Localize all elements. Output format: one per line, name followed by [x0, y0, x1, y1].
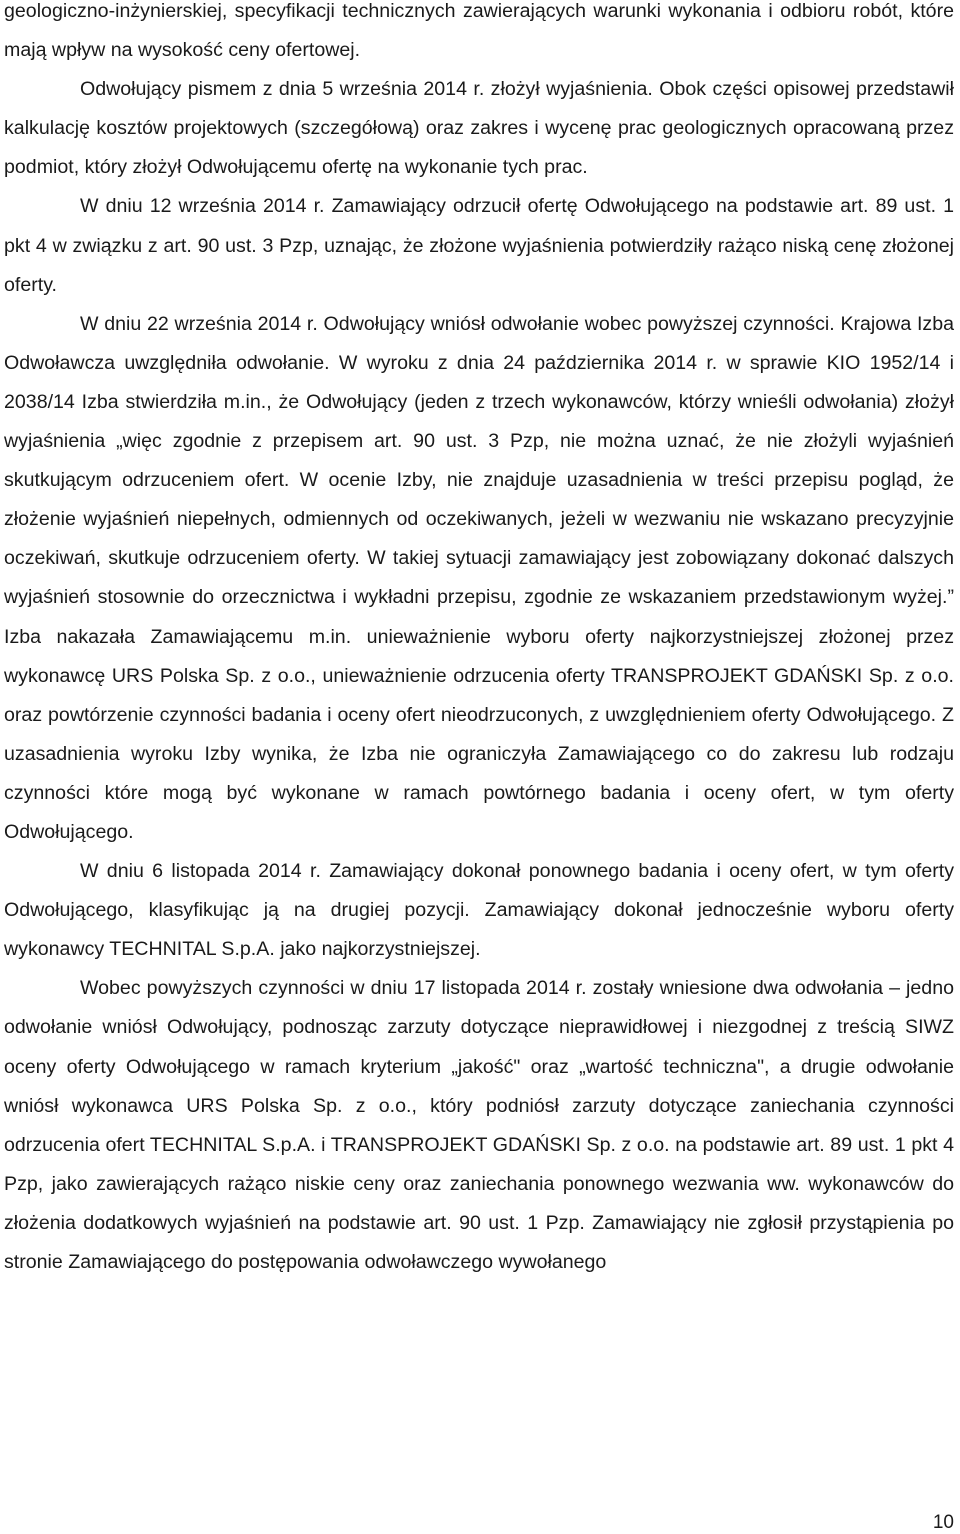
page-number: 10	[932, 1512, 954, 1533]
paragraph: W dniu 6 listopada 2014 r. Zamawiający dokonał ponownego badania i oceny ofert, w tym oferty Odwołującego, klasyfikując ją na drugiej pozycji. Zamawiający dokonał jednocześnie wyboru oferty wykonawcy TECHNITAL S.p.A. jako najkorzystniejszej.	[4, 860, 954, 961]
paragraph: Wobec powyższych czynności w dniu 17 listopada 2014 r. zostały wniesione dwa odwołania – jedno odwołanie wniósł Odwołujący, podnosząc zarzuty dotyczące nieprawidłowej i niezgodnej z treścią SIWZ oceny oferty Odwołującego w ramach kryterium „jakość" oraz „wartość techniczna", a drugie odwołanie wniósł wykonawca URS Polska Sp. z o.o., który podniósł zarzuty dotyczące zaniechania czynności odrzucenia ofert TECHNITAL S.p.A. i TRANSPROJEKT GDAŃSKI Sp. z o.o. na podstawie art. 89 ust. 1 pkt 4 Pzp, jako zawierających rażąco niskie ceny oraz zaniechania ponownego wezwania ww. wykonawców do złożenia dodatkowych wyjaśnień na podstawie art. 90 ust. 1 Pzp. Zamawiający nie zgłosił przystąpienia po stronie Zamawiającego do postępowania odwoławczego wywołanego	[4, 977, 954, 1273]
document-body	[4, 0, 954, 1282]
paragraph: Odwołujący pismem z dnia 5 września 2014 r. złożył wyjaśnienia. Obok części opisowej przedstawił kalkulację kosztów projektowych (szczegółową) oraz zakres i wycenę prac geologicznych opracowaną przez podmiot, który złożył Odwołującemu ofertę na wykonanie tych prac.	[4, 78, 954, 179]
paragraph: W dniu 12 września 2014 r. Zamawiający odrzucił ofertę Odwołującego na podstawie art. 89 ust. 1 pkt 4 w związku z art. 90 ust. 3 Pzp, uznając, że złożone wyjaśnienia potwierdziły rażąco niską cenę złożonej oferty.	[4, 195, 954, 296]
paragraph: W dniu 22 września 2014 r. Odwołujący wniósł odwołanie wobec powyższej czynności. Krajowa Izba Odwoławcza uwzględniła odwołanie. W wyroku z dnia 24 października 2014 r. w sprawie KIO 1952/14 i 2038/14 Izba stwierdziła m.in., że Odwołujący (jeden z trzech wykonawców, którzy wnieśli odwołania) złożył wyjaśnienia „więc zgodnie z przepisem art. 90 ust. 3 Pzp, nie można uznać, że nie złożyli wyjaśnień skutkującym odrzuceniem ofert. W ocenie Izby, nie znajduje uzasadnienia w treści przepisu pogląd, że złożenie wyjaśnień niepełnych, odmiennych od oczekiwanych, jeżeli w wezwaniu nie wskazano precyzyjnie oczekiwań, skutkuje odrzuceniem oferty. W takiej sytuacji zamawiający jest zobowiązany dokonać dalszych wyjaśnień stosownie do orzecznictwa i wykładni przepisu, zgodnie ze wskazaniem przedstawionym wyżej.” Izba nakazała Zamawiającemu m.in. unieważnienie wyboru oferty najkorzystniejszej złożonej przez wykonawcę URS Polska Sp. z o.o., unieważnienie odrzucenia oferty TRANSPROJEKT GDAŃSKI Sp. z o.o. oraz powtórzenie czynności badania i oceny ofert nieodrzuconych, z uwzględnieniem oferty Odwołującego. Z uzasadnienia wyroku Izby wynika, że Izba nie ograniczyła Zamawiającego co do zakresu lub rodzaju czynności które mogą być wykonane w ramach powtórnego badania i oceny ofert, w tym oferty Odwołującego.	[4, 312, 954, 843]
paragraph: geologiczno-inżynierskiej, specyfikacji technicznych zawierających warunki wykonania i odbioru robót, które mają wpływ na wysokość ceny ofertowej.	[4, 0, 954, 62]
